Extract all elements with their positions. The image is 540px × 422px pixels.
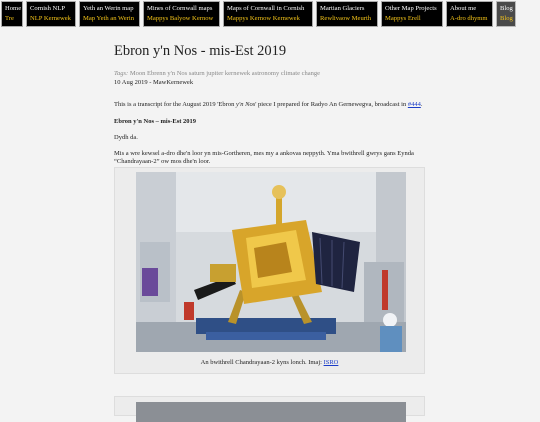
nav-item-cornish-nlp[interactable] [26, 1, 76, 27]
caption-credit-link[interactable]: ISRO [323, 359, 339, 366]
figure-caption [115, 359, 424, 367]
nav-label-kw: Mappys Kernow Kernewek [227, 14, 300, 22]
intro-italic: y'n Nos [235, 101, 256, 108]
nav-label-en: Blog [500, 5, 513, 12]
figure-chandrayaan [114, 167, 425, 374]
nav-item-home[interactable] [1, 1, 23, 27]
nav-item-blog[interactable] [496, 1, 516, 27]
nav-item-other-map-projects[interactable] [381, 1, 443, 27]
body-paragraph: Mis a wre kewsel a-dro dhe'n loor yn mis-Gortheren, mes my a ankovas neppyth. Yma bwithrell gwrys gans Eynda “Chandrayaan-2” ow mos dhe'n loor. [114, 150, 414, 165]
tags-label: Tags: [114, 70, 129, 77]
second-photo [136, 402, 406, 422]
greeting-paragraph: Dydh da. [114, 134, 138, 141]
nav-label-en: Yeth an Werin map [83, 5, 134, 12]
nav-label-en: Martian Glaciers [320, 5, 365, 12]
nav-item-mines-maps[interactable] [143, 1, 220, 27]
nav-label-kw: Mappys Erell [385, 14, 421, 22]
nav-label-en: Maps of Cornwall in Cornish [227, 5, 305, 12]
nav-item-about-me[interactable] [446, 1, 493, 27]
post-date-author: 10 Aug 2019 - MawKernewek [114, 79, 194, 86]
post-subheading: Ebron y'n Nos – mis-Est 2019 [114, 118, 197, 125]
nav-label-kw: Tre [5, 14, 14, 22]
post-content [114, 38, 426, 166]
figure-second [114, 396, 425, 416]
nav-label-kw: Rewlivaow Meurth [320, 14, 372, 22]
post-tags [114, 70, 426, 78]
nav-item-martian-glaciers[interactable] [316, 1, 378, 27]
nav-label-kw: Blog [500, 14, 513, 22]
intro-text-after: ' piece I prepared for Radyo An Gernewegva, broadcast in [255, 101, 408, 108]
nav-label-kw: A-dro dhymm [450, 14, 488, 22]
post-intro [114, 101, 426, 109]
nav-item-cornwall-maps[interactable] [223, 1, 313, 27]
post-title: Ebron y'n Nos - mis-Est 2019 [114, 43, 287, 59]
nav-label-en: About me [450, 5, 477, 12]
top-navigation [0, 0, 540, 28]
nav-label-en: Cornish NLP [30, 5, 65, 12]
nav-item-yeth-an-werin-map[interactable] [79, 1, 140, 27]
nav-label-en: Other Map Projects [385, 5, 437, 12]
tags-list[interactable]: Moon Ebrenn y'n Nos saturn jupiter kernewek astronomy climate change [129, 70, 321, 77]
nav-label-kw: Map Yeth an Werin [83, 14, 134, 22]
nav-label-en: Home [5, 5, 22, 12]
caption-text: An bwithrell Chandrayaan-2 kyns lonch. Imaj: [200, 359, 324, 366]
nav-label-kw: Mappys Balyow Kernow [147, 14, 214, 22]
intro-end: . [420, 101, 423, 108]
chandrayaan-photo [136, 172, 406, 352]
nav-label-en: Mines of Cornwall maps [147, 5, 213, 12]
episode-link[interactable]: #444 [407, 101, 421, 108]
nav-label-kw: NLP Kernewek [30, 14, 71, 22]
intro-text: This is a transcript for the August 2019 'Ebron [114, 101, 236, 108]
